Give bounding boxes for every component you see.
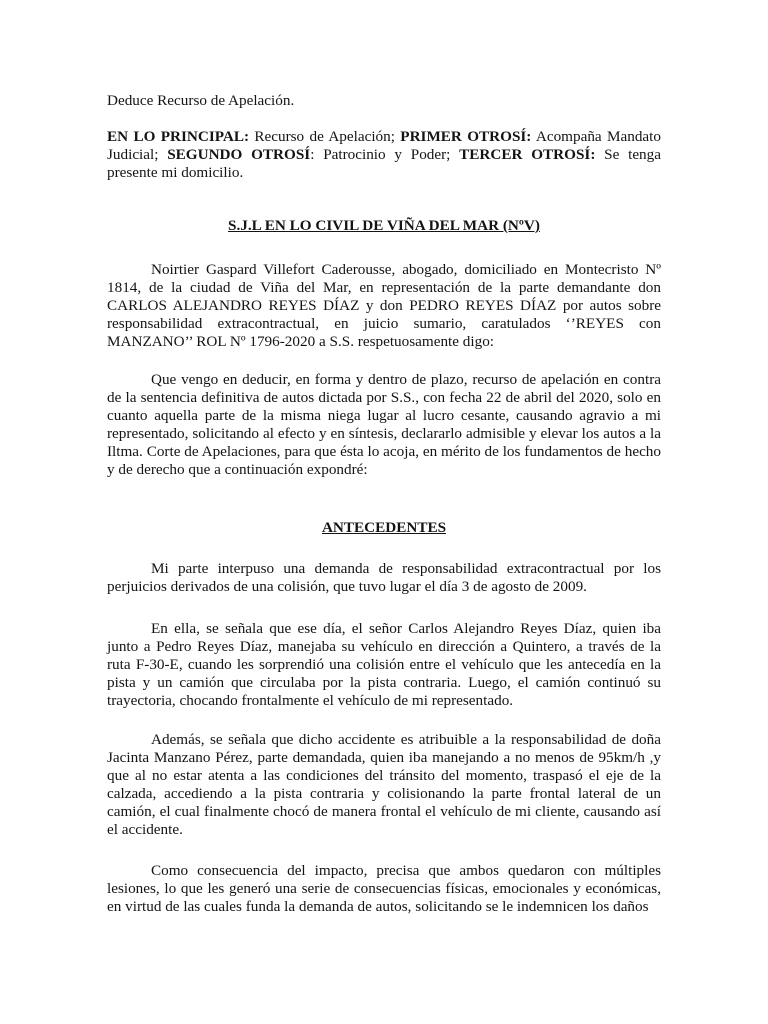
appeal-paragraph: Que vengo en deducir, en forma y dentro de plazo, recurso de apelación en contra de la sentencia definitiva de autos dictada por S.S., con fecha 22 de abril del 2020, solo en cuanto aquella parte de la misma niega lugar al lucro cesante, causando agravio a mi representado, solicitando al efecto y en síntesis, declararlo admisible y elevar los autos a la Iltma. Corte de Apelaciones, para que ésta lo acoja, en mérito de los fundamentos de hecho y de derecho que a continuación expondré: <box>107 371 661 478</box>
antecedentes-paragraph: Mi parte interpuso una demanda de responsabilidad extracontractual por los perjuicios derivados de una colisión, que tuvo lugar el día 3 de agosto de 2009. <box>107 560 661 595</box>
section-heading: ANTECEDENTES <box>321 519 447 536</box>
otrosi1-label: PRIMER OTROSÍ: <box>400 128 532 145</box>
otrosi3-label: TERCER OTROSÍ: <box>459 146 596 163</box>
document-title: Deduce Recurso de Apelación. <box>107 92 295 109</box>
antecedentes-paragraph: Como consecuencia del impacto, precisa que ambos quedaron con múltiples lesiones, lo que les generó una serie de consecuencias físicas, emocionales y económicas, en virtud de las cuales funda la demanda de autos, solicitando se le indemnicen los daños <box>107 862 661 915</box>
intro-paragraph: Noirtier Gaspard Villefort Caderousse, abogado, domiciliado en Montecristo Nº 1814, de la ciudad de Viña del Mar, en representación de la parte demandante don CARLOS ALEJANDRO REYES DÍAZ y don PEDRO REYES DÍAZ por autos sobre responsabilidad extracontractual, en juicio sumario, caratulados ‘’REYES con MANZANO’’ ROL Nº 1796-2020 a S.S. respetuosamente digo: <box>107 261 661 350</box>
antecedentes-paragraph: En ella, se señala que ese día, el señor Carlos Alejandro Reyes Díaz, quien iba junto a Pedro Reyes Díaz, manejaba su vehículo en dirección a Quintero, a través de la ruta F-30-E, cuando les sorprendió una colisión entre el vehículo que les antecedía en la pista y un camión que circulaba por la pista contraria. Luego, el camión continuó su trayectoria, chocando frontalmente el vehículo de mi representado. <box>107 620 661 709</box>
antecedentes-paragraph: Además, se señala que dicho accidente es atribuible a la responsabilidad de doña Jacinta Manzano Pérez, parte demandada, quien iba manejando a no menos de 95km/h ,y que al no estar atenta a las condiciones del tránsito del momento, traspasó el eje de la calzada, accediendo a la pista contraria y colisionando la parte frontal lateral de un camión, el cual finalmente chocó de manera frontal el vehículo de mi cliente, causando así el accidente. <box>107 731 661 838</box>
court-heading: S.J.L EN LO CIVIL DE VIÑA DEL MAR (NºV) <box>228 217 540 234</box>
otrosi2-label: SEGUNDO OTROSÍ <box>167 146 311 163</box>
principal-text: Recurso de Apelación; <box>249 128 401 145</box>
otrosi3-text: Se tenga presente mi domicilio. <box>107 146 661 181</box>
principal-label: EN LO PRINCIPAL: <box>107 128 250 145</box>
otrosi2-text: : Patrocinio y Poder; <box>310 146 460 163</box>
otrosi1-text: Acompaña Mandato Judicial; <box>107 128 661 163</box>
petition-summary <box>107 128 661 182</box>
